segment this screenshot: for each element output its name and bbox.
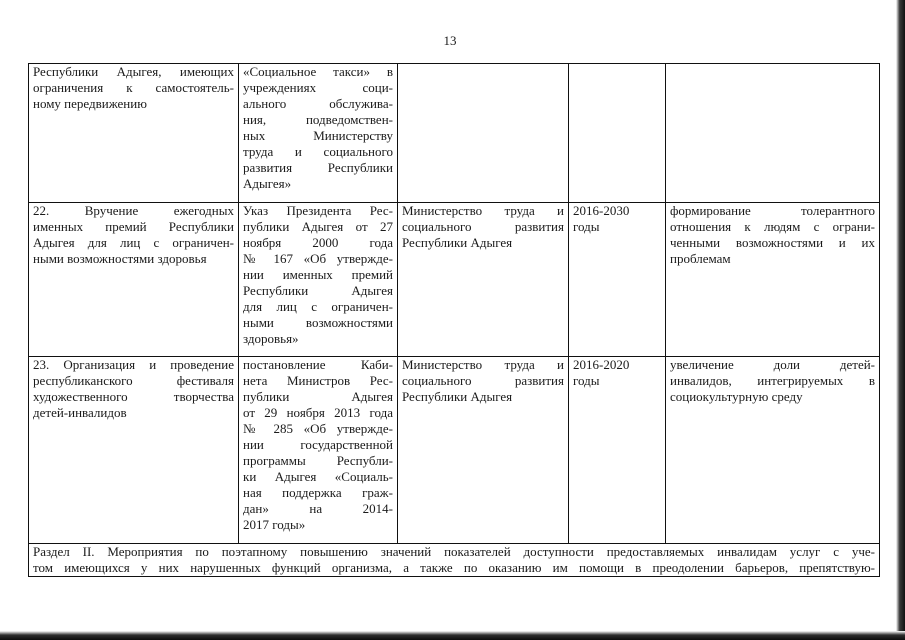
- scan-edge-bottom: [0, 631, 905, 640]
- text-line: 23. Организация и проведение: [33, 357, 234, 372]
- text-line: ному передвижению: [33, 96, 147, 111]
- executor-cell: [398, 357, 569, 544]
- text-line: инвалидов, интегрируемых в: [670, 373, 875, 388]
- text-line: от 29 ноября 2013 года: [243, 405, 393, 420]
- text-line: годы: [573, 219, 600, 234]
- text-line: Адыгея для лиц с ограничен-: [33, 235, 234, 250]
- result-cell: [666, 203, 880, 357]
- text-line: ния, подведомствен-: [243, 112, 393, 127]
- page-number: 13: [443, 33, 457, 48]
- text-line: развития Республики: [243, 160, 393, 175]
- text-line: Республики Адыгея, имеющих: [33, 64, 234, 79]
- text-line: годы: [573, 373, 600, 388]
- scan-edge-right: [896, 0, 905, 640]
- cell-text: [670, 203, 875, 267]
- section-heading-cell: [29, 544, 880, 577]
- text-line: ными возможностями: [243, 315, 393, 330]
- event-cell: [29, 64, 239, 203]
- section-heading-line: том имеющихся у них нарушенных функций организма, а также по оказанию им помощи в преодолении барьеров, препятствую-: [33, 560, 875, 575]
- text-line: учреждениях соци-: [243, 80, 393, 95]
- cell-text: [402, 203, 564, 251]
- text-line: социального развития: [402, 373, 564, 388]
- text-line: увеличение доли детей-: [670, 357, 875, 372]
- section-heading-line: Раздел II. Мероприятия по поэтапному повышению значений показателей доступности предоставляемых инвалидам услуг с уче-: [33, 544, 875, 559]
- text-line: ального обслужива-: [243, 96, 393, 111]
- event-cell: [29, 357, 239, 544]
- cell-text: [402, 357, 564, 405]
- text-line: отношения к людям с ограни-: [670, 219, 875, 234]
- cell-text: [243, 357, 393, 533]
- text-line: Адыгея»: [243, 176, 292, 191]
- cell-text: [670, 357, 875, 405]
- text-line: № 285 «Об утвержде-: [243, 421, 393, 436]
- text-line: публики Адыгея от 27: [243, 219, 393, 234]
- cell-text: [33, 64, 234, 112]
- text-line: Министерство труда и: [402, 357, 564, 372]
- text-line: публики Адыгея: [243, 389, 393, 404]
- cell-text: [573, 203, 661, 235]
- result-cell: [666, 357, 880, 544]
- basis-cell: [239, 64, 398, 203]
- text-line: постановление Каби-: [243, 357, 393, 372]
- text-line: программы Республи-: [243, 453, 393, 468]
- result-cell: [666, 64, 880, 203]
- text-line: республиканского фестиваля: [33, 373, 234, 388]
- basis-cell: [239, 357, 398, 544]
- text-line: проблемам: [670, 251, 731, 266]
- text-line: для лиц с ограничен-: [243, 299, 393, 314]
- text-line: именных премий Республики: [33, 219, 234, 234]
- text-line: Республики Адыгея: [243, 283, 393, 298]
- text-line: № 167 «Об утвержде-: [243, 251, 393, 266]
- table-row: [29, 64, 880, 203]
- text-line: Республики Адыгея: [402, 235, 513, 250]
- period-cell: [569, 357, 666, 544]
- text-line: 22. Вручение ежегодных: [33, 203, 234, 218]
- text-line: ченными возможностями и их: [670, 235, 875, 250]
- executor-cell: [398, 203, 569, 357]
- section-row: [29, 544, 880, 577]
- text-line: 2017 годы»: [243, 517, 306, 532]
- period-cell: [569, 203, 666, 357]
- text-line: художественного творчества: [33, 389, 234, 404]
- text-line: ная поддержка граж-: [243, 485, 393, 500]
- executor-cell: [398, 64, 569, 203]
- text-line: социокультурную среду: [670, 389, 803, 404]
- text-line: дан» на 2014-: [243, 501, 393, 516]
- text-line: здоровья»: [243, 331, 299, 346]
- period-cell: [569, 64, 666, 203]
- text-line: нета Министров Рес-: [243, 373, 393, 388]
- text-line: ки Адыгея «Социаль-: [243, 469, 393, 484]
- event-cell: [29, 203, 239, 357]
- text-line: труда и социального: [243, 144, 393, 159]
- measures-table: [28, 63, 880, 577]
- text-line: социального развития: [402, 219, 564, 234]
- basis-cell: [239, 203, 398, 357]
- text-line: 2016-2030: [573, 203, 630, 218]
- text-line: Указ Президента Рес-: [243, 203, 393, 218]
- table-row: [29, 203, 880, 357]
- cell-text: [243, 203, 393, 347]
- text-line: нии государственной: [243, 437, 393, 452]
- text-line: 2016-2020: [573, 357, 630, 372]
- text-line: ноября 2000 года: [243, 235, 393, 250]
- text-line: детей-инвалидов: [33, 405, 127, 420]
- text-line: нии именных премий: [243, 267, 393, 282]
- text-line: «Социальное такси» в: [243, 64, 393, 79]
- cell-text: [573, 357, 661, 389]
- cell-text: [33, 203, 234, 267]
- cell-text: [243, 64, 393, 192]
- text-line: ограничения к самостоятель-: [33, 80, 234, 95]
- cell-text: [33, 357, 234, 421]
- text-line: ными возможностями здоровья: [33, 251, 207, 266]
- text-line: формирование толерантного: [670, 203, 875, 218]
- text-line: Министерство труда и: [402, 203, 564, 218]
- text-line: ных Министерству: [243, 128, 393, 143]
- table-row: [29, 357, 880, 544]
- text-line: Республики Адыгея: [402, 389, 513, 404]
